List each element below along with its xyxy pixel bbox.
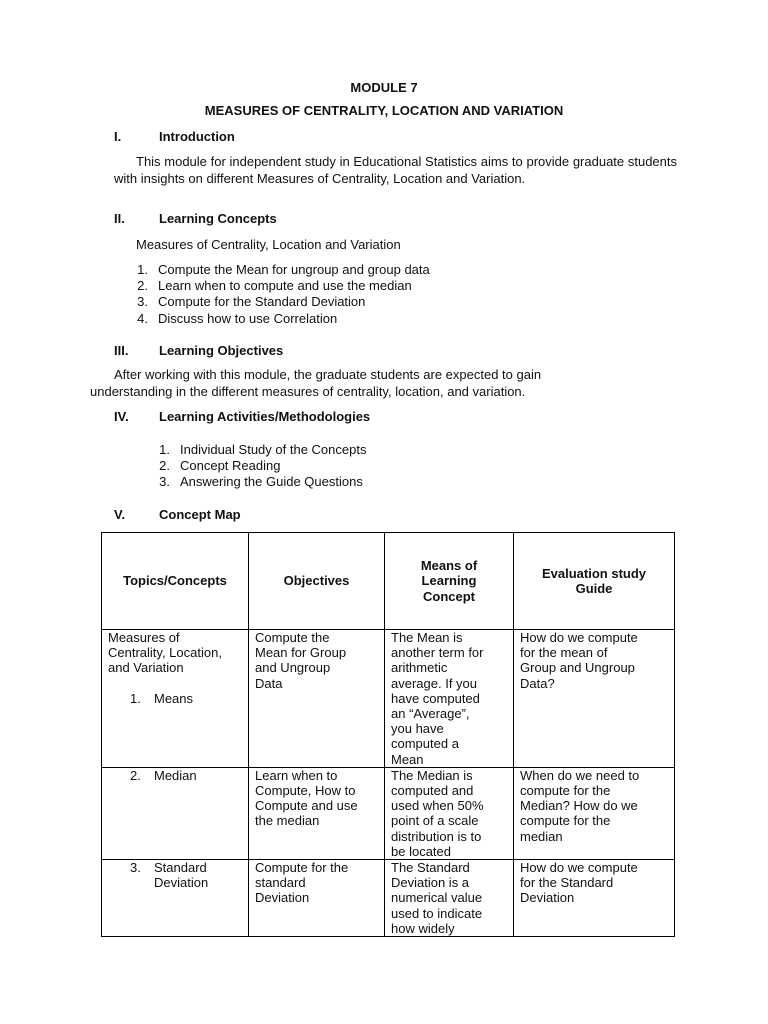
section-title-objectives: Learning Objectives	[159, 343, 284, 358]
module-title: MODULE 7	[350, 80, 418, 95]
cell-objective: Compute for the standard Deviation	[249, 860, 385, 937]
table-header-row	[102, 533, 675, 630]
section-number-objectives: III.	[114, 343, 129, 358]
activity-item-text: Answering the Guide Questions	[180, 474, 363, 489]
header-topics: Topics/Concepts	[102, 533, 249, 630]
header-objectives: Objectives	[249, 533, 385, 630]
concepts-lead: Measures of Centrality, Location and Variation	[136, 237, 401, 252]
table-row	[102, 630, 675, 768]
concept-item-text: Compute for the Standard Deviation	[158, 294, 366, 309]
section-title-concepts: Learning Concepts	[159, 211, 277, 226]
table-row	[102, 860, 675, 937]
section-number-concept-map: V.	[114, 507, 126, 522]
activity-item-text: Individual Study of the Concepts	[180, 442, 367, 457]
cell-evaluation: How do we compute for the Standard Deviation	[514, 860, 675, 937]
cell-means: The Standard Deviation is a numerical value used to indicate how widely	[385, 860, 514, 937]
header-evaluation-guide: Evaluation study Guide	[514, 533, 675, 630]
cell-topic: Measures of Centrality, Location, and Variation 1. Means	[102, 630, 249, 768]
concept-map-table	[101, 532, 675, 937]
section-number-concepts: II.	[114, 211, 125, 226]
concept-item-number: 3.	[137, 294, 148, 309]
concept-item-number: 1.	[137, 262, 148, 277]
activity-item-text: Concept Reading	[180, 458, 281, 473]
cell-means: The Median is computed and used when 50% point of a scale distribution is to be located	[385, 767, 514, 859]
section-title-activities: Learning Activities/Methodologies	[159, 409, 371, 424]
objectives-line-1: After working with this module, the graduate students are expected to gain	[114, 367, 542, 382]
module-subtitle: MEASURES OF CENTRALITY, LOCATION AND VARIATION	[204, 103, 564, 118]
concept-item-text: Learn when to compute and use the median	[158, 278, 412, 293]
activity-item-number: 2.	[159, 458, 170, 473]
section-number-activities: IV.	[114, 409, 129, 424]
cell-evaluation: When do we need to compute for the Median? How do we compute for the median	[514, 767, 675, 859]
concept-item-number: 4.	[137, 311, 148, 326]
cell-topic: 2. Median	[102, 767, 249, 859]
section-number-intro: I.	[114, 129, 122, 144]
concept-item-text: Compute the Mean for ungroup and group data	[158, 262, 430, 277]
concept-item-text: Discuss how to use Correlation	[158, 311, 338, 326]
cell-means: The Mean is another term for arithmetic average. If you have computed an “Average”, you have computed a Mean	[385, 630, 514, 768]
section-title-concept-map: Concept Map	[159, 507, 241, 522]
cell-objective: Learn when to Compute, How to Compute and use the median	[249, 767, 385, 859]
intro-paragraph: This module for independent study in Educational Statistics aims to provide graduate students with insights on different Measures of Centrality, Location and Variation.	[114, 154, 677, 186]
section-title-intro: Introduction	[159, 129, 235, 144]
activity-item-number: 3.	[159, 474, 170, 489]
table-row	[102, 767, 675, 859]
concept-item-number: 2.	[137, 278, 148, 293]
activity-item-number: 1.	[159, 442, 170, 457]
cell-objective: Compute the Mean for Group and Ungroup Data	[249, 630, 385, 768]
header-means-of-learning: Means of Learning Concept	[385, 533, 514, 630]
objectives-line-2: understanding in the different measures of centrality, location, and variation.	[90, 384, 526, 399]
cell-topic: 3. Standard Deviation	[102, 860, 249, 937]
cell-evaluation: How do we compute for the mean of Group and Ungroup Data?	[514, 630, 675, 768]
